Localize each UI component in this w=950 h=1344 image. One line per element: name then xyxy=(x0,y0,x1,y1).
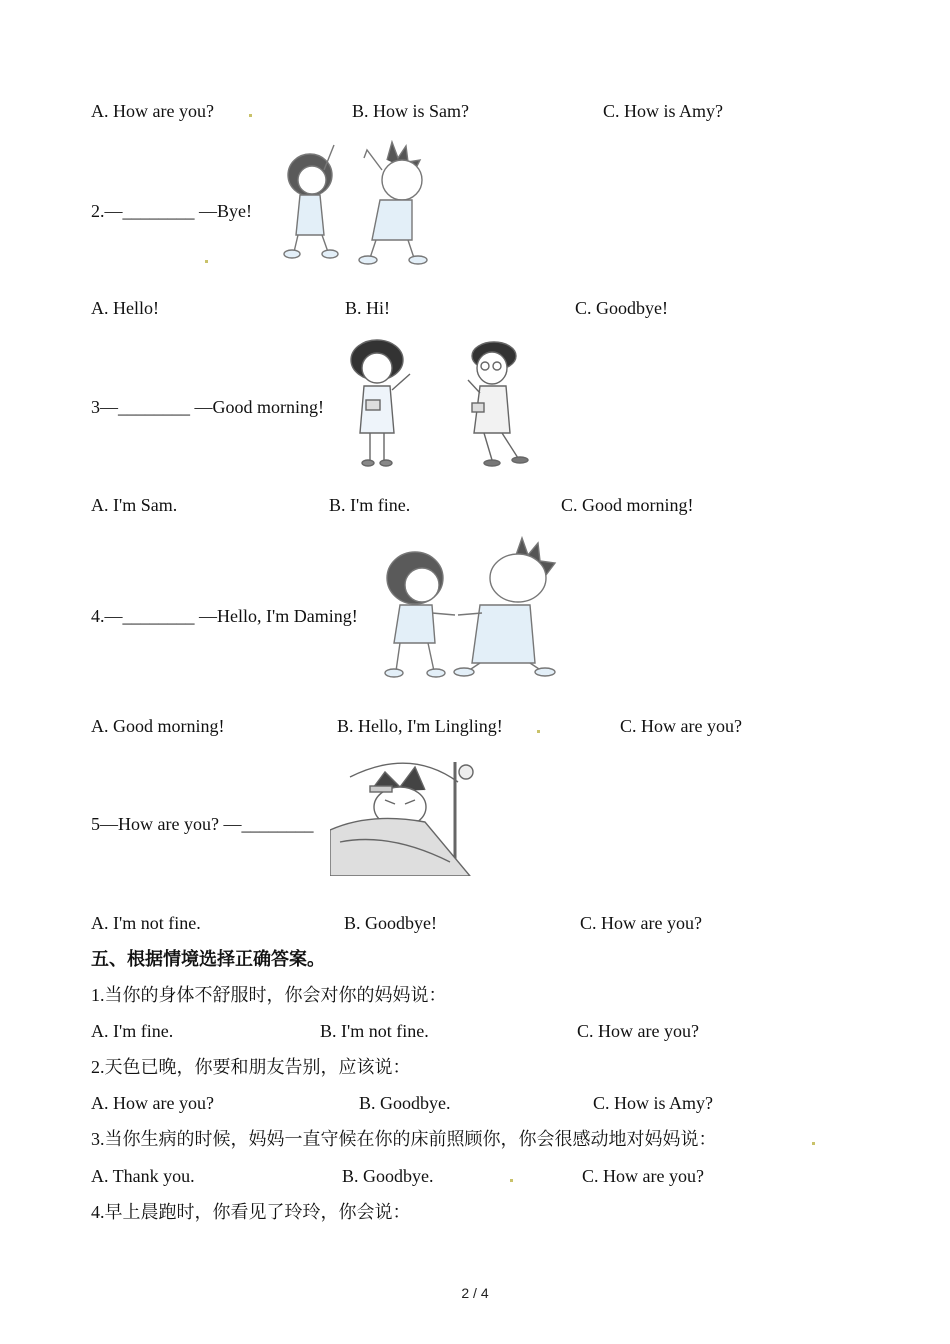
q2-option-b: B. Hi! xyxy=(345,298,390,318)
q5-option-b: B. Goodbye! xyxy=(344,913,437,933)
q3-prompt: 3—________ —Good morning! xyxy=(91,397,324,417)
s5-q1-text: 1.当你的身体不舒服时，你会对你的妈妈说： xyxy=(91,985,447,1005)
s5-q3-option-a: A. Thank you. xyxy=(91,1166,195,1186)
sick-boy-in-bed-illustration xyxy=(330,752,482,876)
speck xyxy=(249,114,252,117)
page-indicator: 2 / 4 xyxy=(461,1285,489,1301)
s5-q2-text: 2.天色已晚，你要和朋友告别，应该说： xyxy=(91,1057,411,1077)
s5-q4-text: 4.早上晨跑时，你看见了玲玲，你会说： xyxy=(91,1202,411,1222)
q1-option-a: A. How are you? xyxy=(91,101,214,121)
q5-prompt: 5—How are you? —________ xyxy=(91,814,314,834)
teachers-greeting-illustration xyxy=(342,338,537,470)
s5-q2-option-b: B. Goodbye. xyxy=(359,1093,451,1113)
s5-q2-option-a: A. How are you? xyxy=(91,1093,214,1113)
s5-q1-option-c: C. How are you? xyxy=(577,1021,699,1041)
s5-q3-text: 3.当你生病的时候，妈妈一直守候在你的床前照顾你，你会很感动地对妈妈说： xyxy=(91,1129,717,1149)
q4-option-b: B. Hello, I'm Lingling! xyxy=(337,716,503,736)
q2-option-c: C. Goodbye! xyxy=(575,298,668,318)
s5-q1-option-b: B. I'm not fine. xyxy=(320,1021,429,1041)
s5-q3-option-b: B. Goodbye. xyxy=(342,1166,434,1186)
q3-option-a: A. I'm Sam. xyxy=(91,495,178,515)
q1-option-b: B. How is Sam? xyxy=(352,101,469,121)
s5-q2-option-c: C. How is Amy? xyxy=(593,1093,714,1113)
speck xyxy=(205,260,208,263)
q4-prompt: 4.—________ —Hello, I'm Daming! xyxy=(91,606,358,626)
q3-option-c: C. Good morning! xyxy=(561,495,694,515)
q2-prompt: 2.—________ —Bye! xyxy=(91,201,252,221)
section-5-title: 五、根据情境选择正确答案。 xyxy=(91,949,325,969)
q3-option-b: B. I'm fine. xyxy=(329,495,411,515)
q5-option-a: A. I'm not fine. xyxy=(91,913,201,933)
speck xyxy=(812,1142,815,1145)
q2-option-a: A. Hello! xyxy=(91,298,159,318)
speck xyxy=(510,1179,513,1182)
q4-option-c: C. How are you? xyxy=(620,716,742,736)
q1-option-c: C. How is Amy? xyxy=(603,101,724,121)
s5-q1-option-a: A. I'm fine. xyxy=(91,1021,174,1041)
q5-option-c: C. How are you? xyxy=(580,913,702,933)
handshake-illustration xyxy=(380,533,565,681)
s5-q3-option-c: C. How are you? xyxy=(582,1166,704,1186)
waving-children-illustration xyxy=(272,140,432,265)
q4-option-a: A. Good morning! xyxy=(91,716,225,736)
speck xyxy=(537,730,540,733)
